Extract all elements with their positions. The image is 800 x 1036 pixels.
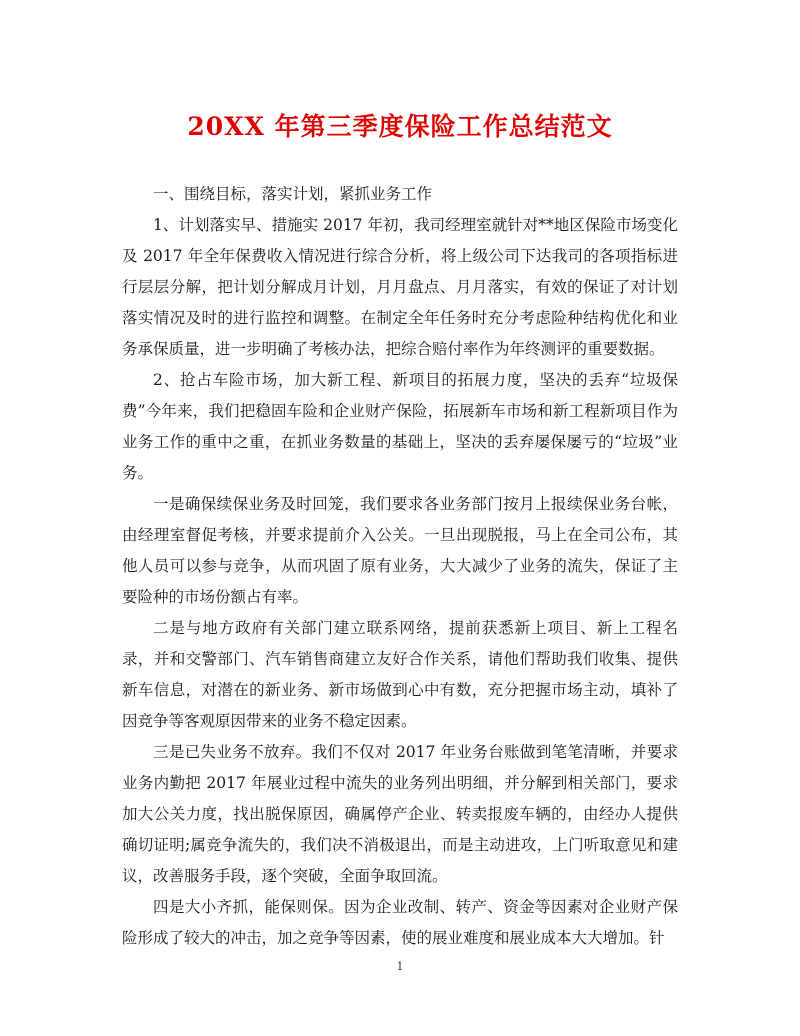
paragraph: 1、计划落实早、措施实 2017 年初，我司经理室就针对**地区保险市场变化及 2017 年全年保费收入情况进行综合分析，将上级公司下达我司的各项指标进行层层分解，把计划分解成月计划，月月盘点、月月落实，有效的保证了对计划落实情况及时的进行监控和调整。在制定全年任务时充分考虑险种结构优化和业务承保质量，进一步明确了考核办法，把综合赔付率作为年终测评的重要数据。 xyxy=(122,216,678,358)
paragraph: 四是大小齐抓，能保则保。因为企业改制、转产、资金等因素对企业财产保险形成了较大的冲击，加之竞争等因素，使的展业难度和展业成本大大增加。针 xyxy=(122,898,678,947)
page-number: 1 xyxy=(396,960,404,973)
paragraph: 2、抢占车险市场，加大新工程、新项目的拓展力度，坚决的丢弃“垃圾保费”今年来，我们把稳固车险和企业财产保险，拓展新车市场和新工程新项目作为业务工作的重中之重，在抓业务数量的基础上，坚决的丢弃屡保屡亏的“垃圾”业务。 xyxy=(122,371,678,482)
document-body xyxy=(122,179,678,954)
paragraph: 一是确保续保业务及时回笼，我们要求各业务部门按月上报续保业务台帐，由经理室督促考核，并要求提前介入公关。一旦出现脱报，马上在全司公布，其他人员可以参与竞争，从而巩固了原有业务，大大减少了业务的流失，保证了主要险种的市场份额占有率。 xyxy=(122,495,678,606)
paragraph: 二是与地方政府有关部门建立联系网络，提前获悉新上项目、新上工程名录，并和交警部门、汽车销售商建立友好合作关系，请他们帮助我们收集、提供新车信息，对潜在的新业务、新市场做到心中有数，充分把握市场主动，填补了因竞争等客观原因带来的业务不稳定因素。 xyxy=(122,619,678,730)
document-title: 20XX 年第三季度保险工作总结范文 xyxy=(187,112,613,141)
section-heading: 一、围绕目标，落实计划，紧抓业务工作 xyxy=(153,185,433,203)
paragraph: 三是已失业务不放弃。我们不仅对 2017 年业务台账做到笔笔清晰，并要求业务内勤把 2017 年展业过程中流失的业务列出明细，并分解到相关部门，要求加大公关力度，找出脱保原因，确属停产企业、转卖报废车辆的，由经办人提供确切证明;属竞争流失的，我们决不消极退出，而是主动进攻，上门听取意见和建议，改善服务手段，逐个突破，全面争取回流。 xyxy=(122,743,678,885)
